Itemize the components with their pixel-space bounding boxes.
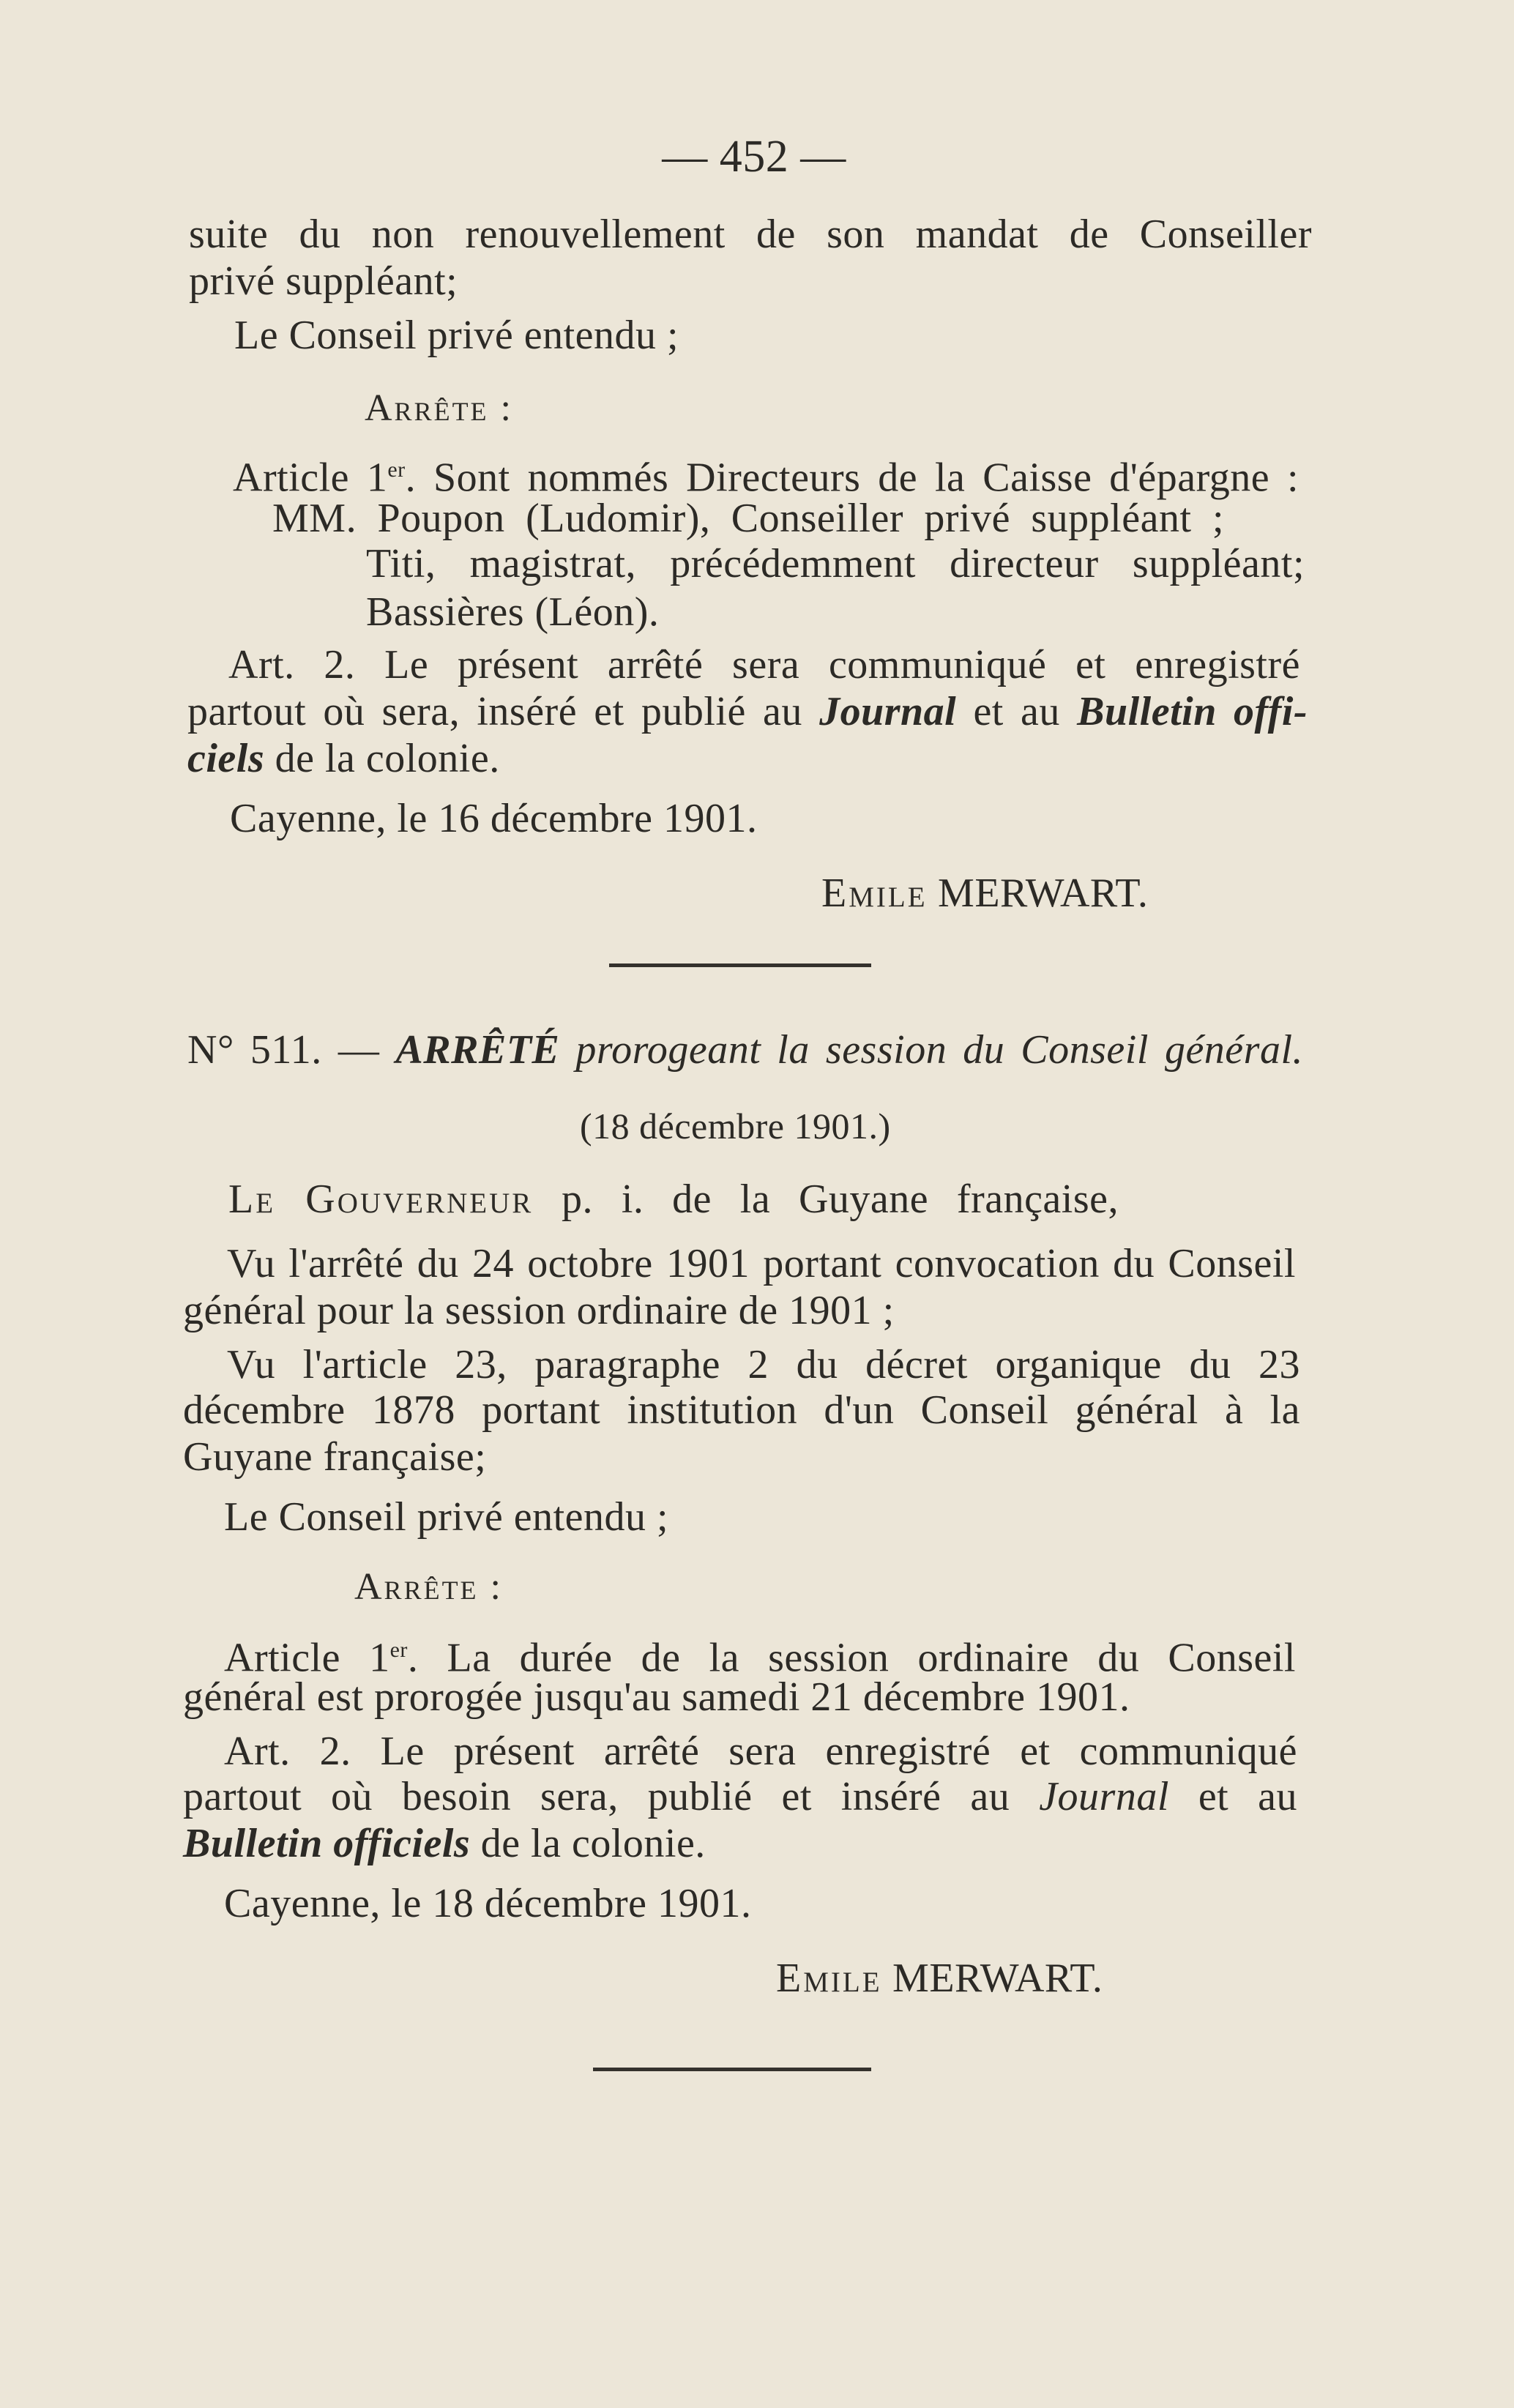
signature-first-name: Emile — [776, 1956, 882, 2001]
vu-line: Vu l'arrêté du 24 octobre 1901 portant convocation du Conseil — [227, 1241, 1296, 1286]
signature — [821, 870, 1148, 917]
bulletin-title: Bulletin officiels — [183, 1821, 471, 1866]
text-line — [183, 1773, 1297, 1820]
date-line: Cayenne, le 18 décembre 1901. — [224, 1881, 752, 1926]
section-divider — [609, 963, 871, 967]
bulletin-title: Bulletin offi- — [1077, 689, 1308, 734]
text-line: privé suppléant; — [189, 258, 458, 304]
decree-subject: prorogeant la session du Conseil général. — [575, 1027, 1304, 1073]
text-span: partout où besoin sera, publié et inséré au — [183, 1774, 1010, 1819]
text-line: suite du non renouvellement de son mandat de Conseiller — [189, 212, 1312, 257]
article-2: Art. 2. Le présent arrêté sera enregistré et communiqué — [224, 1729, 1297, 1774]
article-1 — [233, 447, 1299, 502]
article-1-label: Article 1 — [224, 1635, 390, 1681]
signature-last-name: MERWART. — [938, 871, 1149, 916]
article-2: Art. 2. Le présent arrêté sera communiqué et enregistré — [228, 642, 1300, 687]
text-line: général est prorogée jusqu'au samedi 21 décembre 1901. — [183, 1674, 1130, 1720]
article-1-sup: er — [389, 1638, 408, 1662]
vu-line: Vu l'article 23, paragraphe 2 du décret organique du 23 — [227, 1342, 1300, 1387]
signature-last-name: MERWART. — [892, 1956, 1103, 2001]
text-span: de la colonie. — [275, 736, 500, 781]
article-1-label: Article 1 — [233, 455, 388, 501]
signature-first-name: Emile — [821, 871, 928, 916]
text-span: et au — [973, 689, 1060, 734]
vu-line: Guyane française; — [183, 1434, 487, 1480]
arrete-heading: Arrête : — [354, 1566, 503, 1608]
arrete-heading: Arrête : — [365, 387, 513, 429]
text-line — [187, 735, 500, 782]
signature — [776, 1955, 1103, 2002]
conseil-entendu: Le Conseil privé entendu ; — [224, 1494, 669, 1540]
governor-line — [228, 1176, 1119, 1223]
section-divider — [593, 2068, 871, 2071]
date-line: Cayenne, le 16 décembre 1901. — [230, 796, 758, 841]
journal-title: Journal — [1039, 1774, 1169, 1819]
decree-date: (18 décembre 1901.) — [580, 1106, 891, 1147]
journal-title: Journal — [819, 689, 957, 734]
text-line — [183, 1820, 706, 1867]
conseil-entendu: Le Conseil privé entendu ; — [234, 313, 679, 358]
article-1-text: . La durée de la session ordinaire du Conseil — [407, 1635, 1296, 1681]
article-1-sup: er — [387, 458, 406, 482]
governor-rest: p. i. de la Guyane française, — [562, 1177, 1119, 1222]
page-number: — 452 — — [662, 132, 846, 182]
decree-arrete: ARRÊTÉ — [395, 1027, 560, 1073]
member-line: Bassières (Léon). — [366, 589, 660, 635]
text-line — [187, 688, 1308, 735]
vu-line: général pour la session ordinaire de 1901 ; — [183, 1288, 895, 1333]
governor-title: Le Gouverneur — [228, 1177, 534, 1222]
vu-line: décembre 1878 portant institution d'un Conseil général à la — [183, 1387, 1300, 1433]
member-line: Titi, magistrat, précédemment directeur suppléant; — [366, 541, 1305, 586]
text-span: de la colonie. — [480, 1821, 706, 1866]
text-span: partout où sera, inséré et publié au — [187, 689, 802, 734]
decree-number: N° 511. — [187, 1027, 322, 1073]
decree-title — [187, 1026, 1303, 1073]
member-line: MM. Poupon (Ludomir), Conseiller privé suppléant ; — [272, 496, 1224, 541]
text-span: et au — [1198, 1774, 1297, 1819]
bulletin-title: ciels — [187, 736, 265, 781]
decree-dash: — — [338, 1027, 380, 1073]
article-1-text: . Sont nommés Directeurs de la Caisse d'épargne : — [405, 455, 1299, 501]
